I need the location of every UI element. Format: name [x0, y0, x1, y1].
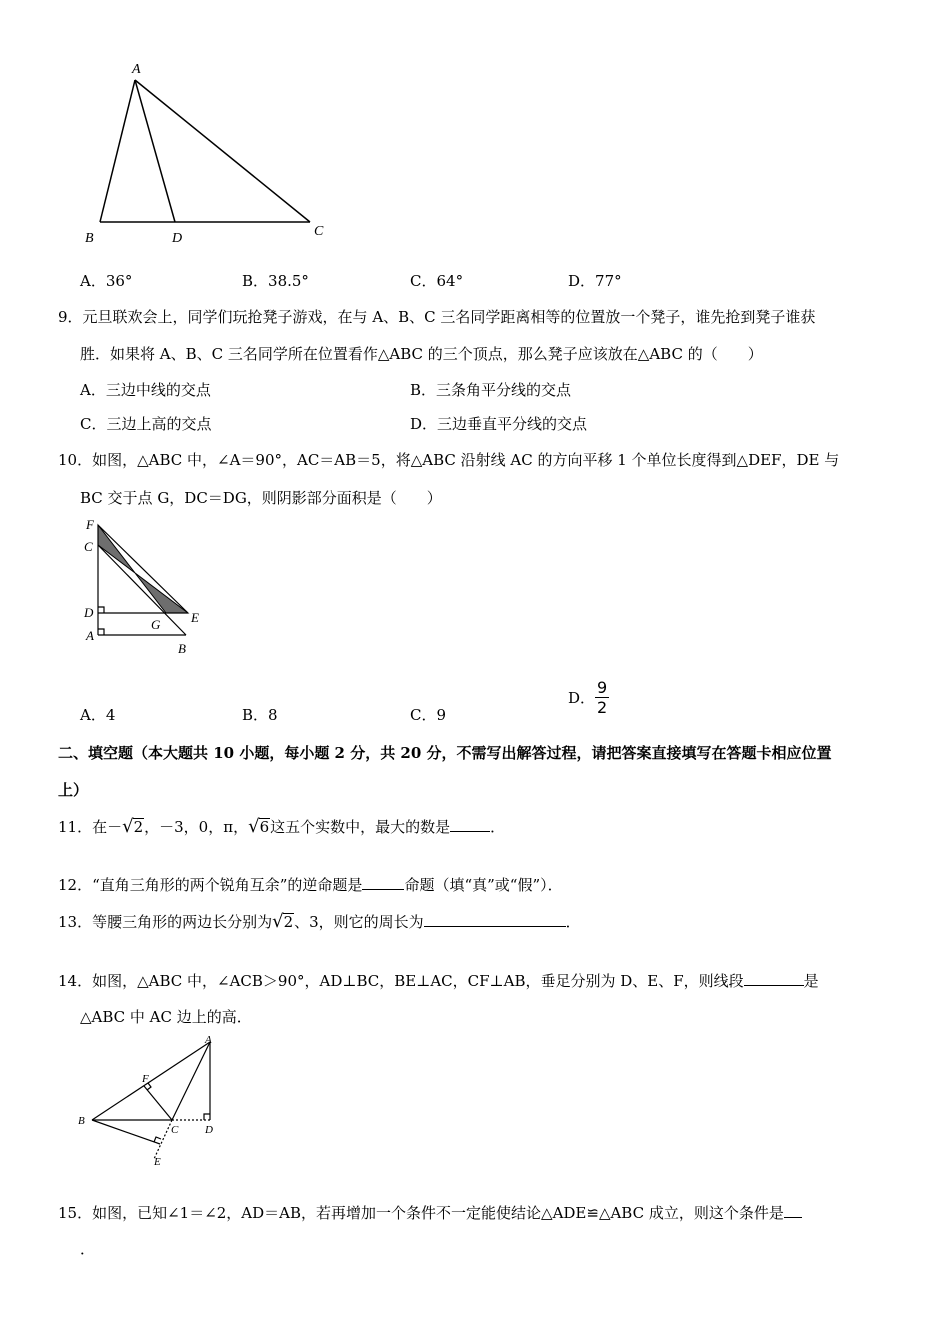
- sqrt-icon: √: [122, 815, 134, 837]
- q10-stem-line2: BC 交于点 G，DC＝DG，则阴影部分面积是（ ）: [80, 489, 442, 507]
- q12-answer-blank[interactable]: [362, 873, 404, 890]
- q11-radicand-2: 6: [259, 817, 270, 836]
- q11-answer-blank[interactable]: [450, 815, 490, 832]
- option-letter: A．: [80, 381, 106, 399]
- q10-translation-figure: [78, 515, 218, 660]
- option-letter: B．: [242, 706, 269, 724]
- option-letter: D．: [568, 272, 596, 290]
- section2-heading-line2: 上）: [58, 781, 89, 799]
- option-letter: C．: [410, 272, 437, 290]
- sqrt-icon: √: [272, 910, 284, 932]
- q10-label-g: G: [151, 617, 161, 632]
- option-text: 9: [436, 706, 447, 724]
- q10-stem-line1: 10．如图，△ABC 中，∠A＝90°，AC＝AB＝5，将△ABC 沿射线 AC 的方向平移 1 个单位长度得到△DEF，DE 与: [58, 451, 840, 469]
- q14-label-d: D: [205, 1124, 213, 1136]
- q8-label-b: B: [85, 231, 94, 246]
- q10-label-f: F: [86, 517, 94, 532]
- q8-option-c[interactable]: [410, 270, 463, 291]
- q14-label-e: E: [154, 1156, 161, 1168]
- q10-label-e: E: [191, 610, 199, 625]
- q13-mid: 、3，则它的周长为: [294, 912, 424, 931]
- q14-label-b: B: [78, 1115, 85, 1127]
- q14-suffix: 是: [803, 971, 819, 990]
- q12-prefix: 12．“直角三角形的两个锐角互余”的逆命题是: [58, 875, 363, 894]
- q14-label-f: F: [142, 1073, 149, 1085]
- q8-label-a: A: [132, 62, 141, 77]
- q11-stem: [58, 815, 505, 837]
- q8-option-b[interactable]: [242, 270, 309, 291]
- q9-stem-line2: 胜．如果将 A、B、C 三名同学所在位置看作△ABC 的三个顶点，那么凳子应该放在△ABC 的（ ）: [80, 345, 763, 363]
- q9-option-c[interactable]: [80, 413, 212, 434]
- option-letter: B．: [410, 381, 437, 399]
- q9-option-a[interactable]: [80, 379, 211, 400]
- q10-label-d: D: [84, 605, 94, 620]
- q13-answer-blank[interactable]: [424, 910, 566, 927]
- q15-text: 15．如图，已知∠1＝∠2，AD＝AB，若再增加一个条件不一定能使结论△ADE≌△ABC 成立，则这个条件是: [58, 1203, 784, 1222]
- option-text: 三边上高的交点: [106, 415, 212, 433]
- q8-triangle-figure: [80, 55, 340, 255]
- option-text: 4: [105, 706, 116, 724]
- option-text: 三边垂直平分线的交点: [437, 415, 588, 433]
- q15-stem-line2: ．: [80, 1240, 96, 1258]
- option-text: 三边中线的交点: [105, 381, 211, 399]
- q14-answer-blank[interactable]: [744, 969, 804, 986]
- q15-stem-line1: [58, 1201, 802, 1223]
- option-text: 38.5°: [268, 272, 309, 290]
- q12-stem: [58, 873, 563, 895]
- q10-label-c: C: [84, 539, 93, 554]
- fraction-denominator: 2: [597, 698, 608, 718]
- q13-radicand: 2: [283, 912, 294, 931]
- q11-mid: ，－3，0，π，: [144, 817, 249, 836]
- q14-label-c: C: [171, 1124, 179, 1136]
- fraction-nine-halves: [595, 678, 609, 717]
- q11-radicand-1: 2: [133, 817, 144, 836]
- q10-option-b[interactable]: [242, 704, 278, 725]
- q14-altitude-figure: [72, 1032, 232, 1172]
- option-letter: D．: [410, 415, 438, 433]
- q13-prefix: 13．等腰三角形的两边长分别为: [58, 912, 273, 931]
- q8-option-d[interactable]: [568, 270, 622, 291]
- q14-label-a: A: [205, 1034, 212, 1046]
- q9-option-b[interactable]: [410, 379, 571, 400]
- q12-suffix: 命题（填“真”或“假”）．: [404, 875, 563, 894]
- q14-prefix: 14．如图，△ABC 中，∠ACB＞90°，AD⊥BC，BE⊥AC，CF⊥AB，垂足分别为 D、E、F，则线段: [58, 971, 744, 990]
- option-text: 64°: [436, 272, 464, 290]
- option-letter: A．: [80, 272, 106, 290]
- q8-label-d: D: [172, 231, 183, 246]
- q9-stem-line1: 9．元旦联欢会上，同学们玩抢凳子游戏，在与 A、B、C 三名同学距离相等的位置放一个凳子，谁先抢到凳子谁获: [58, 308, 816, 326]
- q10-option-a[interactable]: [80, 704, 115, 725]
- q8-option-a[interactable]: [80, 270, 132, 291]
- option-letter: D．: [568, 689, 596, 708]
- option-text: 三条角平分线的交点: [436, 381, 572, 399]
- option-letter: C．: [80, 415, 107, 433]
- q14-stem-line2: △ABC 中 AC 边上的高．: [80, 1008, 252, 1026]
- q13-end: ．: [565, 912, 581, 931]
- option-letter: C．: [410, 706, 437, 724]
- option-text: 77°: [595, 272, 622, 290]
- sqrt-icon: √: [248, 815, 260, 837]
- q14-stem-line1: [58, 969, 819, 991]
- q10-label-a: A: [86, 628, 94, 643]
- q10-option-d[interactable]: [568, 678, 609, 717]
- fraction-numerator: 9: [597, 678, 608, 697]
- q10-label-b: B: [178, 641, 186, 656]
- q13-stem: [58, 910, 581, 932]
- option-letter: B．: [242, 272, 269, 290]
- q11-end: ．: [490, 817, 506, 836]
- option-text: 8: [268, 706, 278, 724]
- q9-option-d[interactable]: [410, 413, 587, 434]
- q10-option-c[interactable]: [410, 704, 446, 725]
- option-letter: A．: [80, 706, 106, 724]
- q15-answer-blank[interactable]: [784, 1201, 802, 1218]
- section2-heading-line1: 二、填空题（本大题共 10 小题，每小题 2 分，共 20 分，不需写出解答过程，请把答案直接填写在答题卡相应位置: [58, 744, 832, 762]
- q11-prefix: 11．在－: [58, 817, 123, 836]
- q8-label-c: C: [314, 224, 324, 239]
- q11-suffix: 这五个实数中，最大的数是: [270, 817, 451, 836]
- option-text: 36°: [105, 272, 133, 290]
